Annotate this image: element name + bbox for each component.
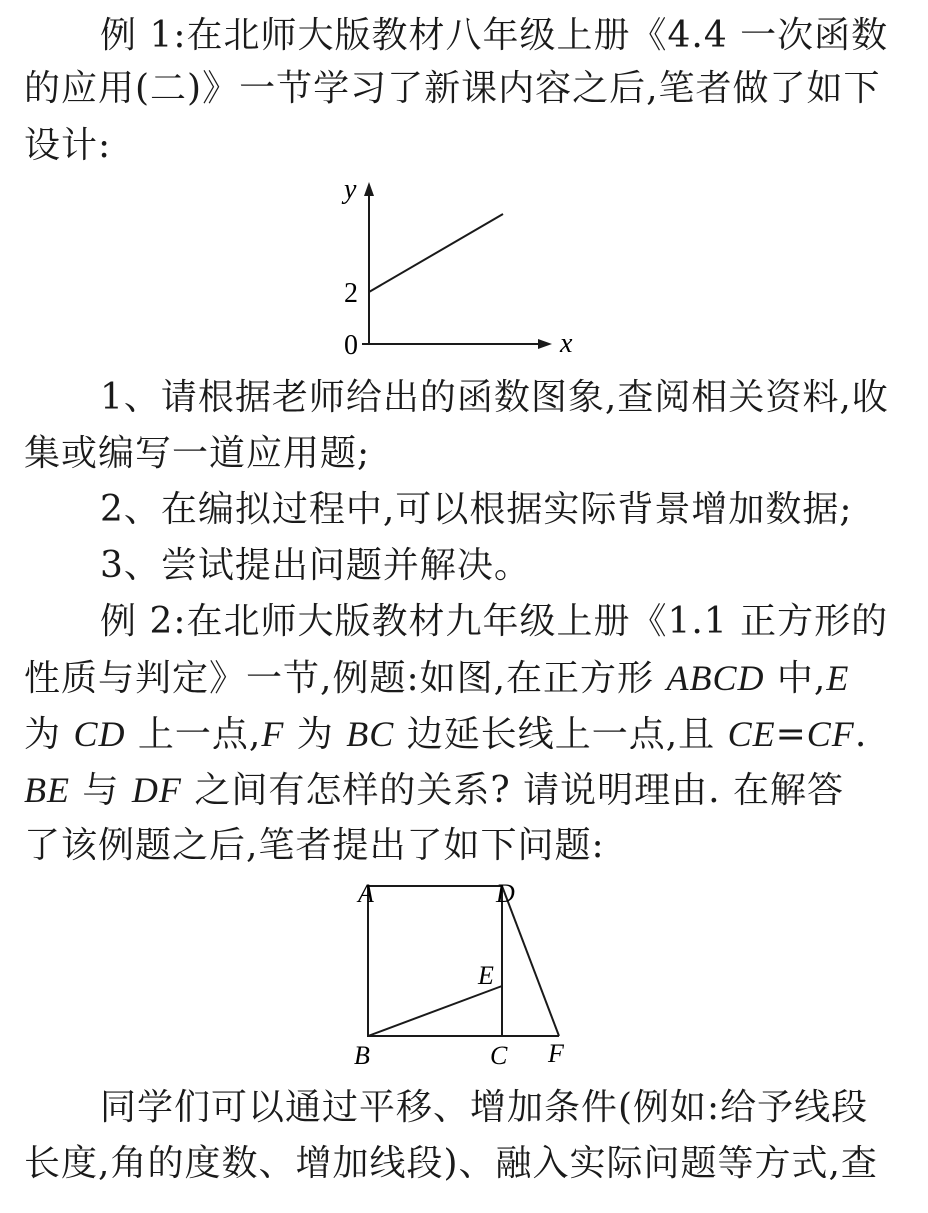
example2-line4: BE 与 DF 之间有怎样的关系? 请说明理由. 在解答 [24,770,844,811]
example2-line3: 为 CD 上一点,F 为 BC 边延长线上一点,且 CE=CF. [24,714,868,755]
label-f: F [548,1039,564,1068]
label-e: E [478,961,494,990]
graph-intercept-label: 2 [344,278,358,309]
graph-x-arrow [538,339,552,349]
graph-y-label: y [344,174,357,205]
example1-line2: 的应用(二)》一节学习了新课内容之后,笔者做了如下 [24,68,881,109]
example2-line2: 性质与判定》一节,例题:如图,在正方形 ABCD 中,E [24,658,850,699]
label-a: A [358,879,374,908]
final-line2: 长度,角的度数、增加线段)、融入实际问题等方式,查 [24,1143,878,1184]
graph-origin-label: 0 [344,330,358,361]
task2-line: 2、在编拟过程中,可以根据实际背景增加数据; [100,489,853,530]
square-figure [340,876,580,1076]
example1-line3: 设计: [24,125,112,166]
task1-line2: 集或编写一道应用题; [24,433,371,474]
example2-line1: 例 2:在北师大版教材九年级上册《1.1 正方形的 [100,601,889,642]
segment-df [502,886,559,1036]
example1-line1: 例 1:在北师大版教材八年级上册《4.4 一次函数 [100,15,889,56]
graph-x-label: x [560,328,573,359]
task1-line1: 1、请根据老师给出的函数图象,查阅相关资料,收 [100,377,889,418]
final-line1: 同学们可以通过平移、增加条件(例如:给予线段 [100,1087,869,1128]
example2-line5: 了该例题之后,笔者提出了如下问题: [24,825,605,866]
segment-be [368,986,502,1036]
graph-function-line [369,214,503,292]
label-d: D [496,879,515,908]
label-b: B [354,1041,370,1070]
task3-line: 3、尝试提出问题并解决。 [100,545,531,586]
graph-y-arrow [364,182,374,196]
label-c: C [490,1041,508,1070]
linear-function-graph [330,172,590,362]
